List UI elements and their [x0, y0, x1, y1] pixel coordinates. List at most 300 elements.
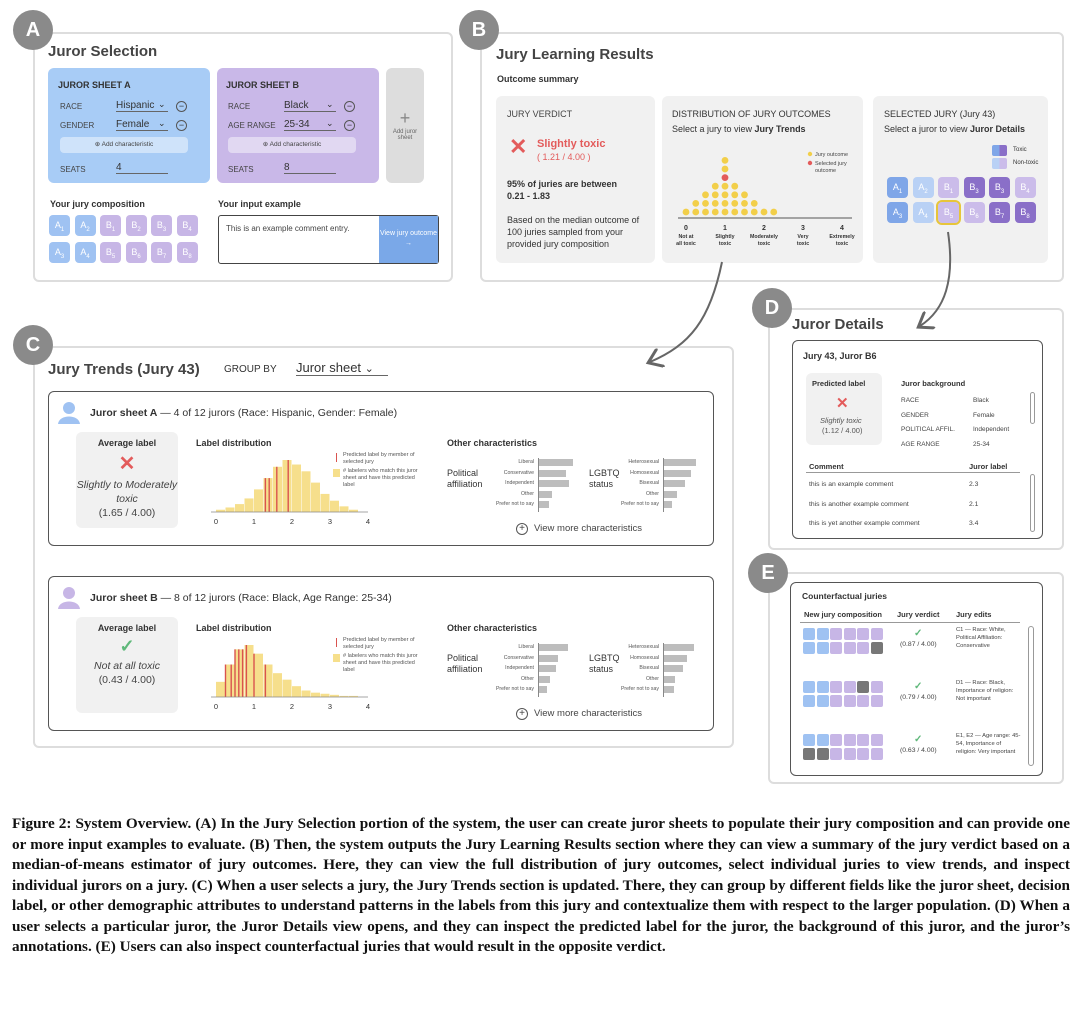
background-heading: Juror background [901, 379, 966, 388]
characteristic-label: Political affiliation [447, 468, 483, 489]
juror-chip: $A_2$ [75, 215, 96, 236]
bar-category-label: Other [521, 490, 534, 497]
juror-label-value: 2.3 [969, 481, 979, 488]
average-label-heading: Average label [97, 623, 157, 633]
axis-tick-label: 2 [762, 225, 766, 232]
histogram-bar [226, 507, 235, 512]
nontoxic-legend-swatch [992, 158, 1007, 169]
juror-chip[interactable]: $B_8$ [1015, 202, 1036, 223]
axis-tick-label: 2 [289, 517, 295, 526]
check-icon: ✓ [914, 628, 923, 639]
juror-sheet-a-title: JUROR SHEET A [58, 80, 131, 90]
juror-chip [871, 642, 883, 654]
juror-chip [844, 628, 856, 640]
outcome-dot [712, 183, 719, 190]
juror-chip [817, 628, 829, 640]
predicted-label-value: Slightly toxic [820, 416, 862, 425]
axis-word-label: toxic [718, 241, 732, 247]
seats-input-b[interactable]: 8 [284, 162, 336, 174]
histogram-bar [311, 483, 320, 512]
cf-col3: Jury edits [956, 610, 992, 619]
histogram-bar [321, 494, 330, 512]
juror-chip: $B_3$ [151, 215, 172, 236]
juror-chip [830, 642, 842, 654]
x-icon: ✕ [509, 134, 528, 159]
bar-category-label: Independent [505, 665, 534, 671]
composition-label: Your jury composition [50, 199, 145, 209]
bar-category-label: Liberal [518, 459, 534, 465]
nontoxic-legend-label: Non-toxic [1013, 160, 1039, 166]
group-summary: — 4 of 12 jurors (Race: Hispanic, Gender: Female) [157, 407, 398, 419]
outcome-dot [731, 209, 738, 216]
juror-chip[interactable]: $B_1$ [938, 177, 959, 198]
distribution-legend [333, 637, 423, 674]
background-key: POLITICAL AFFIL. [901, 426, 955, 433]
juror-chip [817, 642, 829, 654]
background-value: Female [973, 411, 995, 419]
histogram-bar [321, 694, 330, 697]
age-label: AGE RANGE [228, 121, 276, 130]
characteristic-label: LGBTQ status [589, 468, 620, 489]
outcome-dot [731, 200, 738, 207]
histogram-bar [245, 498, 254, 512]
juror-chip [830, 695, 842, 707]
juror-chip [803, 695, 815, 707]
axis-word-label: Extremely [829, 234, 855, 240]
bar-category-label: Conservative [503, 469, 534, 476]
bar-category-label: Bisexual [639, 480, 659, 486]
gender-select-a[interactable]: Female [116, 119, 168, 131]
outcome-dot [741, 200, 748, 207]
outcome-dot [712, 191, 719, 198]
gender-label: GENDER [60, 121, 95, 130]
outcome-dot [741, 209, 748, 216]
average-label-value: Slightly to Moderately toxic [76, 479, 178, 505]
juror-chip [817, 734, 829, 746]
outcome-dot [702, 209, 709, 216]
cf-edits: E1, E2 — Age range: 45-54, Importance of religion: Very important [956, 733, 1021, 755]
x-icon: ✕ [118, 453, 136, 475]
juror-chip [844, 695, 856, 707]
other-characteristics-heading: Other characteristics [447, 623, 538, 633]
axis-tick-label: 4 [365, 517, 371, 526]
axis-tick-label: 0 [213, 517, 219, 526]
outcome-dot [722, 166, 729, 173]
distribution-legend [333, 452, 423, 489]
juror-label-value: 2.1 [969, 500, 979, 508]
add-characteristic-button-a[interactable]: ⊕ Add characteristic [60, 137, 188, 153]
axis-tick-label: 0 [213, 702, 219, 711]
juror-chip[interactable]: $B_7$ [989, 202, 1010, 223]
juror-chip [803, 734, 815, 746]
badge-b: B [459, 10, 499, 50]
plus-icon: + [516, 708, 528, 720]
cf-verdict: (0.79 / 4.00) [900, 694, 937, 701]
divider [806, 472, 1020, 473]
background-key: AGE RANGE [901, 440, 940, 448]
badge-c: C [13, 325, 53, 365]
outcome-dot [751, 209, 758, 216]
juror-chip [803, 681, 815, 693]
bar-category-label: Independent [505, 480, 534, 486]
axis-word-label: Very [797, 234, 809, 240]
bar [539, 480, 569, 487]
outcome-dot [702, 191, 709, 198]
histogram-bar [235, 504, 244, 512]
bar-category-label: Conservative [503, 654, 534, 661]
chevron-down-icon: ⌄ [158, 99, 166, 109]
bar [664, 480, 685, 487]
remove-age-icon[interactable]: − [344, 120, 355, 131]
juror-chip [857, 695, 869, 707]
trend-group-heading [90, 407, 397, 419]
axis-tick-label: 1 [251, 517, 257, 526]
juror-chip[interactable]: $B_3$ [989, 177, 1010, 198]
seats-label: SEATS [228, 165, 254, 174]
legend-predicted-label: Predicted label by member of selected jury [343, 452, 415, 465]
range-text: 95% of juries are between 0.21 - 1.83 [507, 179, 618, 201]
bar-category-label: Heterosexual [628, 459, 659, 465]
trends-title: Jury Trends (Jury 43) [48, 361, 200, 378]
outcome-dot [761, 209, 768, 216]
juror-chip [803, 628, 815, 640]
badge-a: A [13, 10, 53, 50]
age-select-b[interactable]: 25-34 [284, 119, 336, 131]
juror-chip: $B_7$ [151, 242, 172, 263]
juror-chip[interactable]: $B_3$ [964, 177, 985, 198]
verdict-score: ( 1.21 / 4.00 ) [537, 152, 591, 162]
trend-group-card[interactable] [48, 391, 714, 546]
histogram-bar [292, 465, 301, 512]
legend-selected-label: Selected jury [815, 161, 847, 167]
juror-chip [857, 642, 869, 654]
divider [800, 622, 1020, 623]
badge-e: E [748, 553, 788, 593]
juror-chip[interactable]: $B_4$ [1015, 177, 1036, 198]
bar [664, 501, 672, 508]
histogram-bar [283, 680, 292, 697]
histogram-bar [311, 693, 320, 697]
selected-jury-sub: Select a juror to view Juror Details [884, 124, 1026, 134]
cf-edits: D1 — Race: Black, Importance of religion: Not important [956, 680, 1014, 702]
group-by-select[interactable]: Juror sheet ⌄ [296, 360, 388, 376]
bar-category-label: Prefer not to say [620, 501, 659, 507]
juror-chip[interactable]: $A_2$ [913, 177, 934, 198]
juror-chip[interactable]: $A_1$ [887, 177, 908, 198]
outcome-dot [712, 200, 719, 207]
scrollbar[interactable] [1030, 474, 1035, 532]
average-label-score: (0.43 / 4.00) [98, 674, 156, 686]
seats-label: SEATS [60, 165, 86, 174]
bar [664, 644, 694, 651]
bar-category-label: Other [646, 675, 659, 682]
legend-predicted-swatch [336, 453, 337, 462]
bar [539, 655, 558, 662]
check-icon: ✓ [914, 681, 923, 692]
trend-group-card[interactable] [48, 576, 714, 731]
remove-race-icon[interactable]: − [176, 101, 187, 112]
bar [539, 459, 573, 466]
juror-chip: $A_3$ [49, 242, 70, 263]
group-name: Juror sheet A [90, 407, 158, 419]
avatar-icon [57, 585, 81, 609]
comment-text: this is yet another example comment [809, 520, 920, 527]
bar [539, 501, 549, 508]
bar-category-label: Prefer not to say [495, 686, 534, 692]
plus-icon: ⊕ [262, 141, 270, 148]
juror-sheet-b-title: JUROR SHEET B [226, 80, 300, 90]
bar-category-label: Liberal [518, 644, 534, 650]
juror-heading: Jury 43, Juror B6 [803, 351, 877, 361]
juror-chip [830, 734, 842, 746]
histogram-bar [330, 501, 339, 512]
outcome-dot [712, 209, 719, 216]
distribution-heading: DISTRIBUTION OF JURY OUTCOMES [672, 109, 831, 119]
predicted-label-heading: Predicted label [812, 379, 866, 388]
bar [664, 459, 696, 466]
outcome-dot [741, 191, 748, 198]
juror-chip: $B_4$ [177, 215, 198, 236]
juror-chip [830, 748, 842, 760]
race-label: RACE [228, 102, 251, 111]
remove-race-icon[interactable]: − [344, 101, 355, 112]
cf-verdict: (0.87 / 4.00) [900, 641, 937, 648]
bar [539, 676, 550, 683]
characteristic-label: Political affiliation [447, 653, 483, 674]
chevron-down-icon: ⌄ [158, 118, 166, 128]
axis-tick-label: 4 [840, 225, 844, 232]
axis-tick-label: 1 [723, 225, 727, 232]
outcome-dot [722, 200, 729, 207]
comment-text: this is another example comment [809, 500, 909, 508]
axis-word-label: toxic [757, 241, 771, 247]
plus-icon: ⊕ [94, 141, 102, 148]
results-title: Jury Learning Results [496, 46, 654, 63]
chevron-down-icon: ⌄ [364, 363, 374, 375]
bar-category-label: Homosexual [630, 654, 659, 661]
juror-chip [830, 681, 842, 693]
plus-icon: + [399, 108, 411, 128]
outcome-summary-label: Outcome summary [497, 74, 579, 84]
bar-category-label: Other [521, 675, 534, 682]
juror-chip [871, 734, 883, 746]
race-select-a[interactable]: Hispanic [116, 100, 168, 112]
histogram-bar [340, 506, 349, 512]
legend-match-label: # labelers who match this juror sheet and have this predicted label [343, 468, 418, 488]
histogram-bar [254, 654, 263, 697]
axis-tick-label: 1 [251, 702, 257, 711]
axis-word-label: Slightly [715, 234, 735, 240]
bar [539, 470, 566, 477]
juror-chip [817, 748, 829, 760]
axis-word-label: Moderately [750, 234, 778, 240]
background-value: 25-34 [973, 440, 990, 448]
verdict-heading: JURY VERDICT [507, 109, 573, 119]
juror-chip: $B_6$ [126, 242, 147, 263]
average-label-card [76, 617, 178, 713]
legend-match-label: # labelers who match this juror sheet and have this predicted label [343, 653, 418, 673]
add-characteristic-button-b[interactable]: ⊕ Add characteristic [228, 137, 356, 153]
legend-match [333, 653, 423, 674]
average-label-card [76, 432, 178, 528]
juror-details-title: Juror Details [792, 316, 884, 333]
jury-outcome-dot-chart[interactable] [662, 140, 863, 250]
outcome-dot [683, 209, 690, 216]
add-juror-sheet-button[interactable]: + Add juror sheet [386, 68, 424, 183]
bar-category-label: Homosexual [630, 469, 659, 476]
bar-category-label: Prefer not to say [620, 686, 659, 692]
background-key: GENDER [901, 411, 929, 419]
outcome-dot [751, 200, 758, 207]
avatar-icon [57, 400, 81, 424]
juror-chip [871, 628, 883, 640]
chevron-down-icon: ⌄ [326, 118, 334, 128]
legend-outcome-label: Jury outcome [815, 152, 849, 158]
axis-word-label: all toxic [676, 241, 696, 247]
bar [539, 686, 547, 693]
view-jury-outcome-button[interactable]: View jury outcome → [379, 216, 438, 263]
outcome-dot [692, 209, 699, 216]
juror-chip [844, 734, 856, 746]
histogram-bar [302, 691, 311, 698]
axis-tick-label: 4 [365, 702, 371, 711]
background-value: Independent [973, 426, 1010, 433]
outcome-dot [722, 191, 729, 198]
axis-tick-label: 3 [327, 517, 333, 526]
predicted-label-score: (1.12 / 4.00) [822, 426, 863, 435]
bar [664, 655, 687, 662]
juror-chip: $A_4$ [75, 242, 96, 263]
juror-chip[interactable]: $A_3$ [887, 202, 908, 223]
comment-text: this is an example comment [809, 481, 894, 488]
juror-chip [857, 628, 869, 640]
juror-chip: $B_5$ [100, 242, 121, 263]
bar [664, 686, 674, 693]
group-name: Juror sheet B [90, 592, 158, 604]
juror-chip: $B_8$ [177, 242, 198, 263]
legend-outcome-swatch [808, 152, 812, 156]
x-icon: ✕ [836, 395, 849, 412]
characteristic-label: LGBTQ status [589, 653, 620, 674]
bar-category-label: Bisexual [639, 665, 659, 671]
axis-word-label: toxic [835, 241, 849, 247]
selected-jury-heading: SELECTED JURY (Jury 43) [884, 109, 996, 119]
outcome-dot [722, 183, 729, 190]
outcome-dot [702, 200, 709, 207]
axis-tick-label: 2 [289, 702, 295, 711]
axis-tick-label: 0 [684, 225, 688, 232]
verdict-value: Slightly toxic [537, 138, 606, 150]
other-characteristics-heading: Other characteristics [447, 438, 538, 448]
distribution-sub: Select a jury to view Jury Trends [672, 124, 806, 134]
juror-chip[interactable]: $B_5$ [938, 202, 959, 223]
juror-label-value: 3.4 [969, 520, 979, 527]
axis-word-label: Not at [678, 234, 694, 240]
juror-chip [871, 695, 883, 707]
race-select-b[interactable]: Black [284, 100, 336, 112]
outcome-dot [692, 200, 699, 207]
label-distribution-heading: Label distribution [196, 623, 272, 633]
background-key: RACE [901, 397, 920, 404]
chevron-down-icon: ⌄ [326, 99, 334, 109]
bar-category-label: Heterosexual [628, 644, 659, 650]
check-icon: ✓ [914, 734, 923, 745]
histogram-bar [302, 471, 311, 512]
juror-chip [817, 681, 829, 693]
histogram-bar [226, 665, 235, 698]
background-value: Black [973, 397, 989, 404]
selected-dot [722, 174, 729, 181]
legend-selected-label: outcome [815, 168, 837, 174]
race-label: RACE [60, 102, 83, 111]
juror-chip: $B_1$ [100, 215, 121, 236]
view-more-label: View more characteristics [534, 708, 643, 719]
scrollbar[interactable] [1030, 392, 1035, 424]
seats-input-a[interactable]: 4 [116, 162, 168, 174]
bar [664, 491, 677, 498]
counterfactual-title: Counterfactual juries [802, 591, 888, 601]
legend-predicted [333, 637, 423, 651]
outcome-dot [770, 209, 777, 216]
bar [664, 665, 683, 672]
juror-chip[interactable]: $B_6$ [964, 202, 985, 223]
toxic-legend-label: Toxic [1013, 147, 1027, 153]
juror-chip: $B_2$ [126, 215, 147, 236]
juror-chip [871, 748, 883, 760]
group-by-label: GROUP BY [224, 364, 277, 375]
view-more-label: View more characteristics [534, 523, 643, 534]
view-more-button[interactable] [516, 708, 642, 720]
bar [539, 491, 552, 498]
cf-col2: Jury verdict [897, 610, 940, 619]
juror-chip [844, 748, 856, 760]
cf-col1: New jury composition [804, 610, 882, 619]
remove-gender-icon[interactable]: − [176, 120, 187, 131]
average-label-value: Not at all toxic [94, 660, 160, 672]
median-text: Based on the median outcome of 100 juries sampled from your provided jury composition [507, 215, 640, 249]
juror-chip[interactable]: $A_4$ [913, 202, 934, 223]
juror-chip [844, 681, 856, 693]
example-text: This is an example comment entry. [226, 224, 350, 233]
scrollbar[interactable] [1028, 626, 1034, 766]
juror-chip [857, 681, 869, 693]
legend-predicted-label: Predicted label by member of selected jury [343, 637, 415, 650]
juror-chip: $A_1$ [49, 215, 70, 236]
legend-selected-swatch [808, 161, 812, 165]
histogram-bar [292, 686, 301, 697]
bar [539, 644, 568, 651]
axis-tick-label: 3 [801, 225, 805, 232]
axis-word-label: toxic [796, 241, 810, 247]
legend-predicted [333, 452, 423, 466]
legend-match [333, 468, 423, 489]
legend-match-swatch [333, 654, 340, 662]
check-icon: ✓ [119, 636, 135, 656]
juror-chip [830, 628, 842, 640]
histogram-bar [283, 460, 292, 512]
average-label-score: (1.65 / 4.00) [98, 507, 156, 519]
cf-edits: C1 — Race: White, Political Affiliation: Conservative [956, 627, 1006, 649]
bar [664, 676, 675, 683]
juror-chip [803, 642, 815, 654]
juror-selection-title: Juror Selection [48, 43, 158, 60]
view-more-button[interactable] [516, 523, 642, 535]
juror-chip [857, 748, 869, 760]
example-label: Your input example [218, 199, 301, 209]
outcome-dot [722, 209, 729, 216]
outcome-dot [722, 157, 729, 164]
label-distribution-heading: Label distribution [196, 438, 272, 448]
